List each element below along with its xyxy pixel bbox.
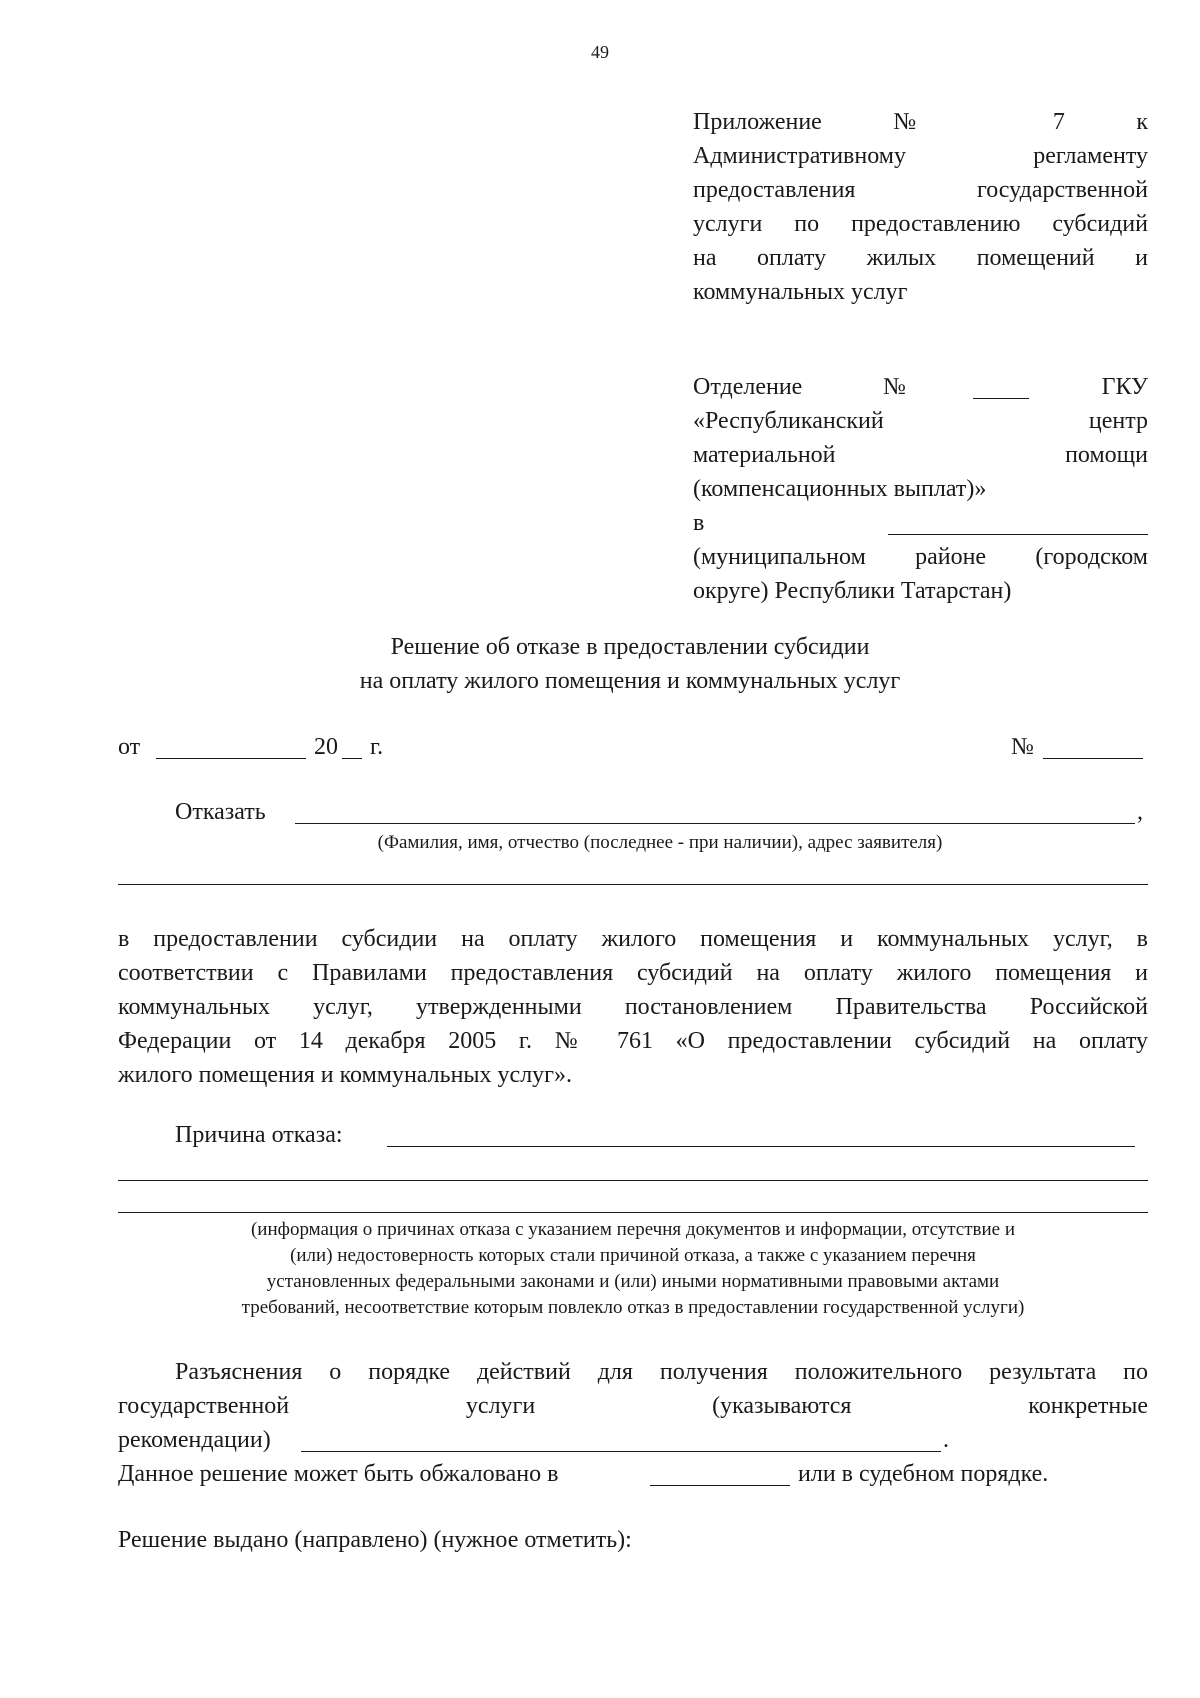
from-label: от <box>118 734 141 760</box>
clarification-line: Разъяснения о порядке действий для получения положительного результата по <box>175 1359 1148 1385</box>
period: . <box>943 1427 949 1453</box>
paragraph-line: коммунальных услуг, утвержденными постановлением Правительства Российской <box>118 994 1148 1020</box>
recommendations-blank <box>301 1451 941 1452</box>
department-location-line <box>693 506 1148 540</box>
department-number-blank <box>973 398 1029 399</box>
reason-blank <box>387 1146 1135 1147</box>
appendix-block <box>693 105 1148 309</box>
number-sign: № <box>1011 734 1034 760</box>
refuse-row <box>175 795 1150 829</box>
appendix-line: услуги по предоставлению субсидий <box>693 211 1148 237</box>
appendix-line: Приложение № 7 к <box>693 109 1148 135</box>
applicant-blank <box>295 823 1135 824</box>
caption-line: (информация о причинах отказа с указанием перечня документов и информации, отсутствие и <box>250 1219 1016 1240</box>
clarification-line: государственной услуги (указываются конкретные <box>118 1393 1148 1419</box>
title-line: Решение об отказе в предоставлении субсидии <box>390 634 870 660</box>
department-label: Отделение <box>693 374 803 400</box>
caption-line: требований, несоответствие которым повлекло отказ в предоставлении государственной услуги) <box>241 1297 1025 1318</box>
reason-blank-line <box>118 1212 1148 1213</box>
number-blank <box>1043 758 1143 759</box>
caption-line: установленных федеральными законами и (или) иными нормативными правовыми актами <box>266 1271 1000 1292</box>
reason-label: Причина отказа: <box>175 1122 343 1148</box>
appeal-suffix: или в судебном порядке. <box>798 1461 1049 1487</box>
appeal-prefix: Данное решение может быть обжаловано в <box>118 1461 559 1487</box>
year-blank <box>342 758 362 759</box>
appeal-line <box>118 1457 1148 1491</box>
reason-row <box>175 1118 1150 1152</box>
appendix-line: на оплату жилых помещений и <box>693 245 1148 271</box>
appeal-body-blank <box>650 1485 790 1486</box>
date-blank <box>156 758 306 759</box>
year-suffix: г. <box>370 734 384 760</box>
applicant-caption: (Фамилия, имя, отчество (последнее - при наличии), адрес заявителя) <box>377 832 943 853</box>
reason-blank-line <box>118 1180 1148 1181</box>
department-line: округе) Республики Татарстан) <box>693 578 1012 604</box>
refuse-label: Отказать <box>175 799 266 825</box>
appendix-line: коммунальных услуг <box>693 279 908 305</box>
department-line: «Республиканский центр <box>693 408 1148 434</box>
department-line: материальной помощи <box>693 442 1148 468</box>
department-line: (компенсационных выплат)» <box>693 476 987 502</box>
title-line: на оплату жилого помещения и коммунальных услуг <box>359 668 901 694</box>
paragraph-line: в предоставлении субсидии на оплату жилого помещения и коммунальных услуг, в <box>118 926 1148 952</box>
reason-caption <box>118 1217 1148 1321</box>
gku-label: ГКУ <box>1101 374 1148 400</box>
issued-line: Решение выдано (направлено) (нужное отметить): <box>118 1527 632 1553</box>
number-sign: № <box>883 374 906 400</box>
year-prefix: 20 <box>314 734 338 760</box>
appendix-line: предоставления государственной <box>693 177 1148 203</box>
body-paragraph <box>118 922 1148 1092</box>
clarification-block <box>118 1355 1148 1491</box>
location-prefix: в <box>693 510 705 536</box>
applicant-extra-blank <box>118 884 1148 885</box>
appendix-line: Административному регламенту <box>693 143 1148 169</box>
document-title <box>0 630 1200 698</box>
recommendations-label: рекомендации) <box>118 1427 271 1453</box>
department-line-1 <box>693 370 1148 404</box>
paragraph-line: жилого помещения и коммунальных услуг». <box>118 1062 573 1088</box>
caption-line: (или) недостоверность которых стали причиной отказа, а также с указанием перечня <box>290 1245 976 1266</box>
department-block <box>693 370 1148 608</box>
department-line: (муниципальном районе (городском <box>693 544 1148 570</box>
page-number: 49 <box>591 42 609 62</box>
paragraph-line: соответствии с Правилами предоставления субсидий на оплату жилого помещения и <box>118 960 1148 986</box>
comma: , <box>1137 799 1143 825</box>
location-blank <box>888 534 1148 535</box>
date-row <box>118 730 1148 764</box>
paragraph-line: Федерации от 14 декабря 2005 г. № 761 «О предоставлении субсидий на оплату <box>118 1028 1148 1054</box>
clarification-line-3 <box>118 1423 1148 1457</box>
